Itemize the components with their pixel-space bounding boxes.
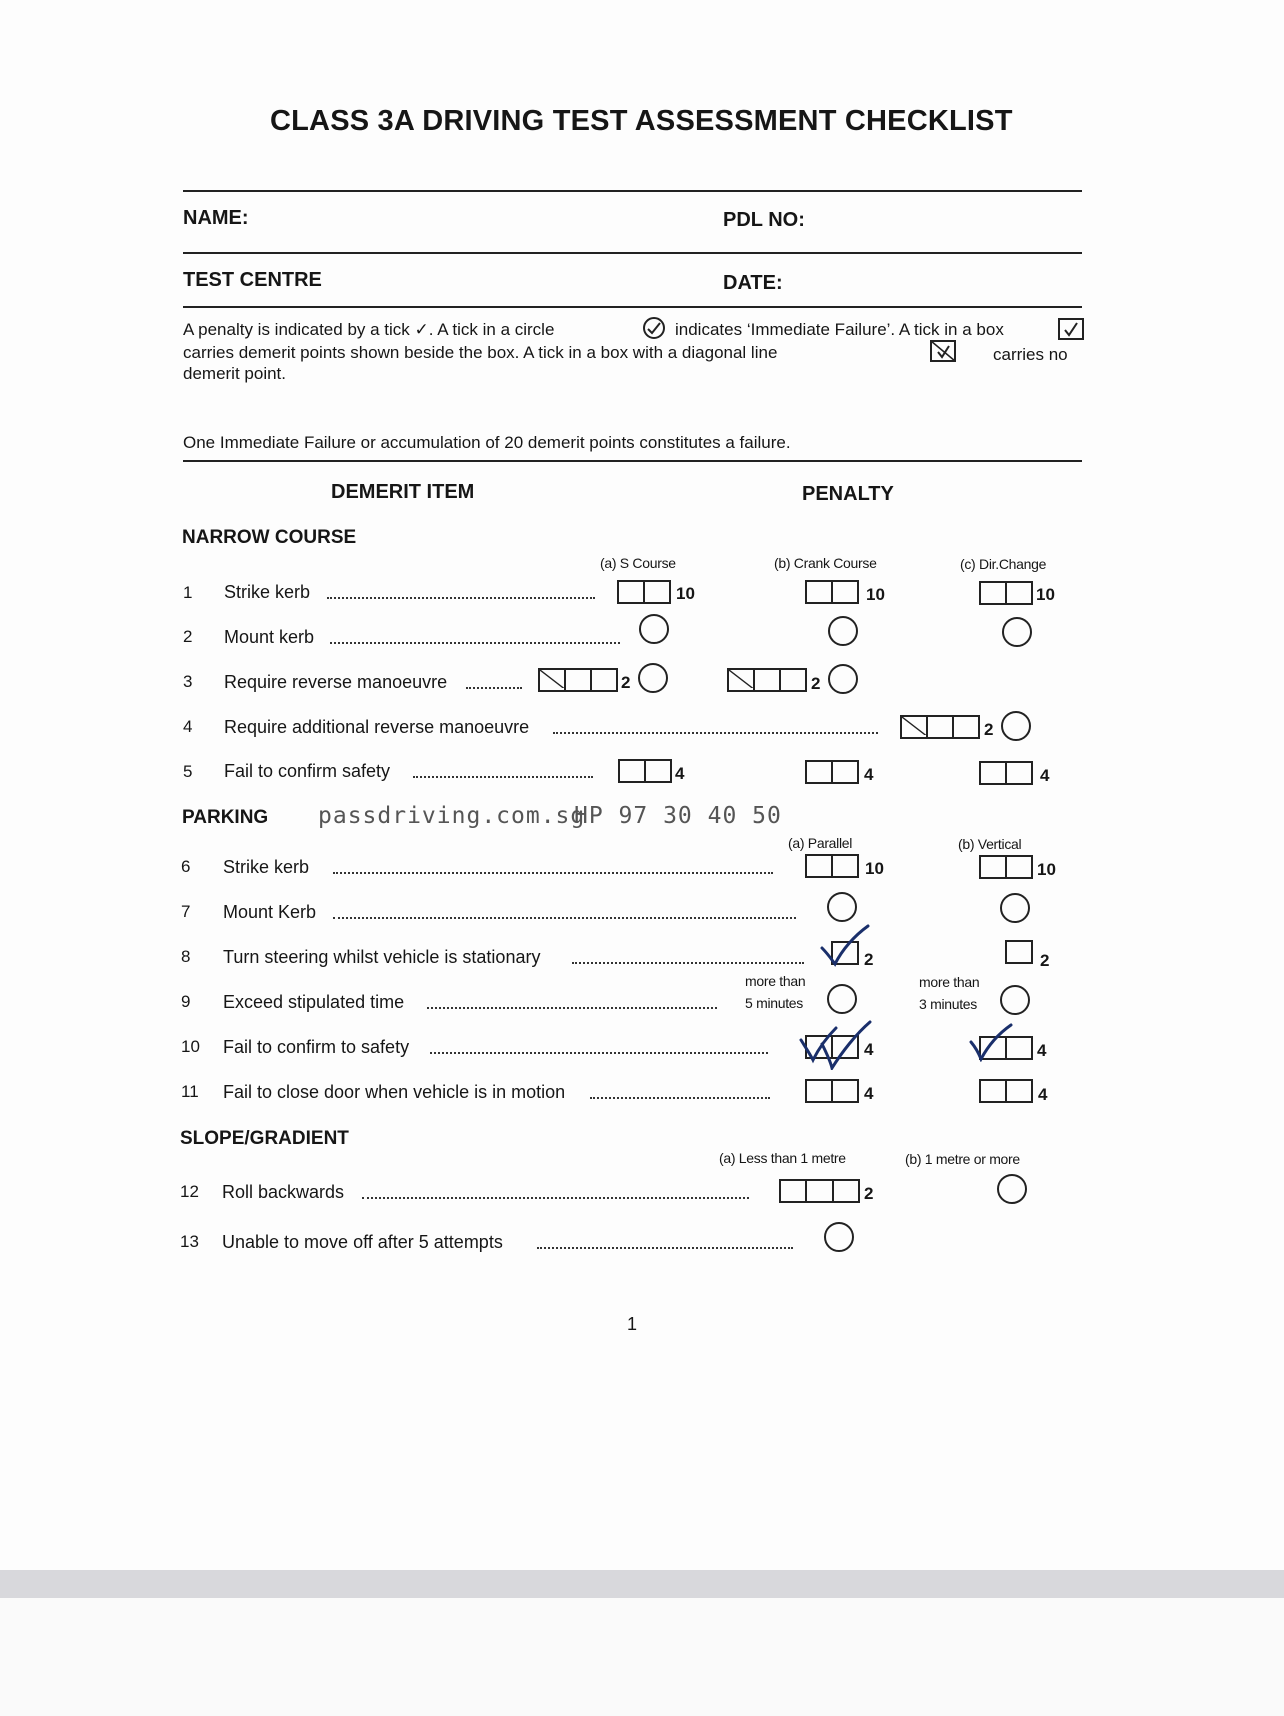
section-parking: PARKING (182, 807, 269, 828)
demerit-points: 2 (811, 674, 821, 693)
immediate-failure-circle[interactable] (827, 984, 857, 1014)
item-label: Roll backwards (222, 1182, 345, 1202)
item-label: Unable to move off after 5 attempts (222, 1232, 503, 1252)
section-narrow-course: NARROW COURSE (182, 527, 357, 548)
divider (183, 460, 1082, 462)
date-label: DATE: (723, 272, 783, 294)
immediate-failure-circle[interactable] (639, 614, 669, 644)
item-label: Fail to close door when vehicle is in motion (223, 1082, 566, 1102)
demerit-item-header: DEMERIT ITEM (331, 481, 475, 503)
item-number: 13 (180, 1232, 199, 1251)
demerit-points: 4 (1040, 766, 1050, 785)
penalty-header: PENALTY (802, 483, 894, 505)
leader-dots (430, 1052, 768, 1054)
sub-less-than-1m: (a) Less than 1 metre (719, 1150, 846, 1166)
item-number: 11 (181, 1082, 199, 1101)
demerit-points: 4 (864, 1040, 874, 1059)
penalty-box[interactable] (805, 580, 859, 604)
demerit-points: 2 (1040, 951, 1050, 970)
penalty-box[interactable] (805, 854, 859, 878)
circle-tick-icon (642, 316, 666, 340)
sub-crank-course: (b) Crank Course (774, 555, 877, 571)
page-number: 1 (627, 1314, 638, 1334)
item-number: 1 (183, 583, 193, 602)
immediate-failure-circle[interactable] (824, 1222, 854, 1252)
penalty-box[interactable] (979, 581, 1033, 605)
sub-dir-change: (c) Dir.Change (960, 556, 1047, 572)
sub-parallel: (a) Parallel (788, 835, 853, 851)
leader-dots (590, 1097, 770, 1099)
penalty-box[interactable] (617, 580, 671, 604)
item-label: Turn steering whilst vehicle is stationary (223, 947, 541, 967)
immediate-failure-circle[interactable] (1000, 893, 1030, 923)
item-number: 9 (181, 992, 191, 1011)
handwritten-tick-icon (968, 1022, 1014, 1062)
handwritten-tick-icon (798, 1018, 874, 1070)
box-diagonal-tick-icon (930, 340, 956, 362)
instruction-line-1a: A penalty is indicated by a tick ✓. A tick in a circle (183, 320, 555, 339)
viewer-scrollbar-track[interactable] (0, 1570, 1284, 1598)
item-number: 5 (183, 762, 193, 781)
demerit-points: 10 (866, 585, 885, 604)
immediate-failure-circle[interactable] (1000, 985, 1030, 1015)
demerit-points: 10 (865, 859, 884, 878)
penalty-box[interactable] (979, 761, 1033, 785)
sub-s-course: (a) S Course (600, 555, 676, 571)
immediate-failure-circle[interactable] (997, 1174, 1027, 1204)
watermark-phone: HP 97 30 40 50 (574, 803, 782, 829)
page-title: CLASS 3A DRIVING TEST ASSESSMENT CHECKLIST (270, 105, 1013, 137)
item-label: Require reverse manoeuvre (224, 672, 448, 692)
demerit-points: 10 (1037, 860, 1056, 879)
divider (183, 252, 1082, 254)
divider (183, 306, 1082, 308)
item-label: Exceed stipulated time (223, 992, 405, 1012)
pdl-label: PDL NO: (723, 209, 805, 231)
demerit-points: 10 (1036, 585, 1055, 604)
demerit-points: 4 (675, 764, 685, 783)
item-label: Require additional reverse manoeuvre (224, 717, 530, 737)
item-number: 7 (181, 902, 191, 921)
leader-dots (427, 1007, 717, 1009)
instruction-line-2b: carries no (993, 345, 1068, 364)
sub-vertical: (b) Vertical (958, 836, 1022, 852)
instruction-line-1b: indicates ‘Immediate Failure’. A tick in a box (675, 320, 1004, 339)
test-centre-label: TEST CENTRE (183, 269, 322, 291)
item-label: Strike kerb (224, 582, 311, 602)
penalty-box[interactable] (1005, 940, 1033, 964)
item-number: 2 (183, 627, 193, 646)
leader-dots (466, 687, 522, 689)
name-label: NAME: (183, 207, 249, 229)
immediate-failure-circle[interactable] (638, 663, 668, 693)
viewer-background (0, 1598, 1284, 1716)
box-tick-icon (1058, 318, 1084, 340)
item-label: Mount kerb (224, 627, 315, 647)
leader-dots (362, 1197, 749, 1199)
penalty-box[interactable] (618, 759, 672, 783)
leader-dots (572, 962, 804, 964)
leader-dots (333, 917, 796, 919)
item-number: 12 (180, 1182, 199, 1201)
immediate-failure-circle[interactable] (827, 892, 857, 922)
item-number: 4 (183, 717, 193, 736)
item-label: Fail to confirm to safety (223, 1037, 410, 1057)
leader-dots (413, 776, 593, 778)
demerit-points: 4 (864, 765, 874, 784)
demerit-points: 4 (864, 1084, 874, 1103)
immediate-failure-circle[interactable] (828, 616, 858, 646)
penalty-box[interactable] (805, 1079, 859, 1103)
item-number: 6 (181, 857, 191, 876)
penalty-box-diagonal[interactable] (538, 668, 618, 692)
item-label: Strike kerb (223, 857, 310, 877)
section-slope: SLOPE/GRADIENT (180, 1128, 349, 1149)
item-label: Fail to confirm safety (224, 761, 391, 781)
item-label: Mount Kerb (223, 902, 317, 922)
demerit-points: 10 (676, 584, 695, 603)
penalty-box[interactable] (779, 1179, 860, 1203)
leader-dots (537, 1247, 793, 1249)
watermark-site: passdriving.com.sg (318, 803, 586, 829)
demerit-points: 4 (1037, 1041, 1047, 1060)
immediate-failure-circle[interactable] (1001, 711, 1031, 741)
demerit-points: 4 (1038, 1085, 1048, 1104)
leader-dots (553, 732, 878, 734)
demerit-points: 2 (864, 950, 874, 969)
penalty-box-diagonal[interactable] (900, 715, 980, 739)
item-number: 3 (183, 672, 193, 691)
immediate-failure-circle[interactable] (1002, 617, 1032, 647)
item-number: 10 (181, 1037, 200, 1056)
leader-dots (333, 872, 773, 874)
failure-rule: One Immediate Failure or accumulation of 20 demerit points constitutes a failure. (183, 433, 791, 452)
item-number: 8 (181, 947, 191, 966)
penalty-box[interactable] (805, 760, 859, 784)
immediate-failure-circle[interactable] (828, 664, 858, 694)
time-note: more than (919, 974, 980, 990)
demerit-points: 2 (864, 1184, 874, 1203)
demerit-points: 2 (621, 673, 631, 692)
divider (183, 190, 1082, 192)
instruction-line-3: demerit point. (183, 364, 286, 383)
time-note: 3 minutes (919, 996, 977, 1012)
penalty-box[interactable] (979, 855, 1033, 879)
penalty-box-diagonal[interactable] (727, 668, 807, 692)
leader-dots (330, 642, 620, 644)
sub-1m-or-more: (b) 1 metre or more (905, 1151, 1020, 1167)
time-note: more than (745, 973, 806, 989)
time-note: 5 minutes (745, 995, 803, 1011)
instruction-line-2a: carries demerit points shown beside the box. A tick in a box with a diagonal line (183, 343, 778, 362)
leader-dots (327, 597, 595, 599)
demerit-points: 2 (984, 720, 994, 739)
penalty-box[interactable] (979, 1079, 1033, 1103)
